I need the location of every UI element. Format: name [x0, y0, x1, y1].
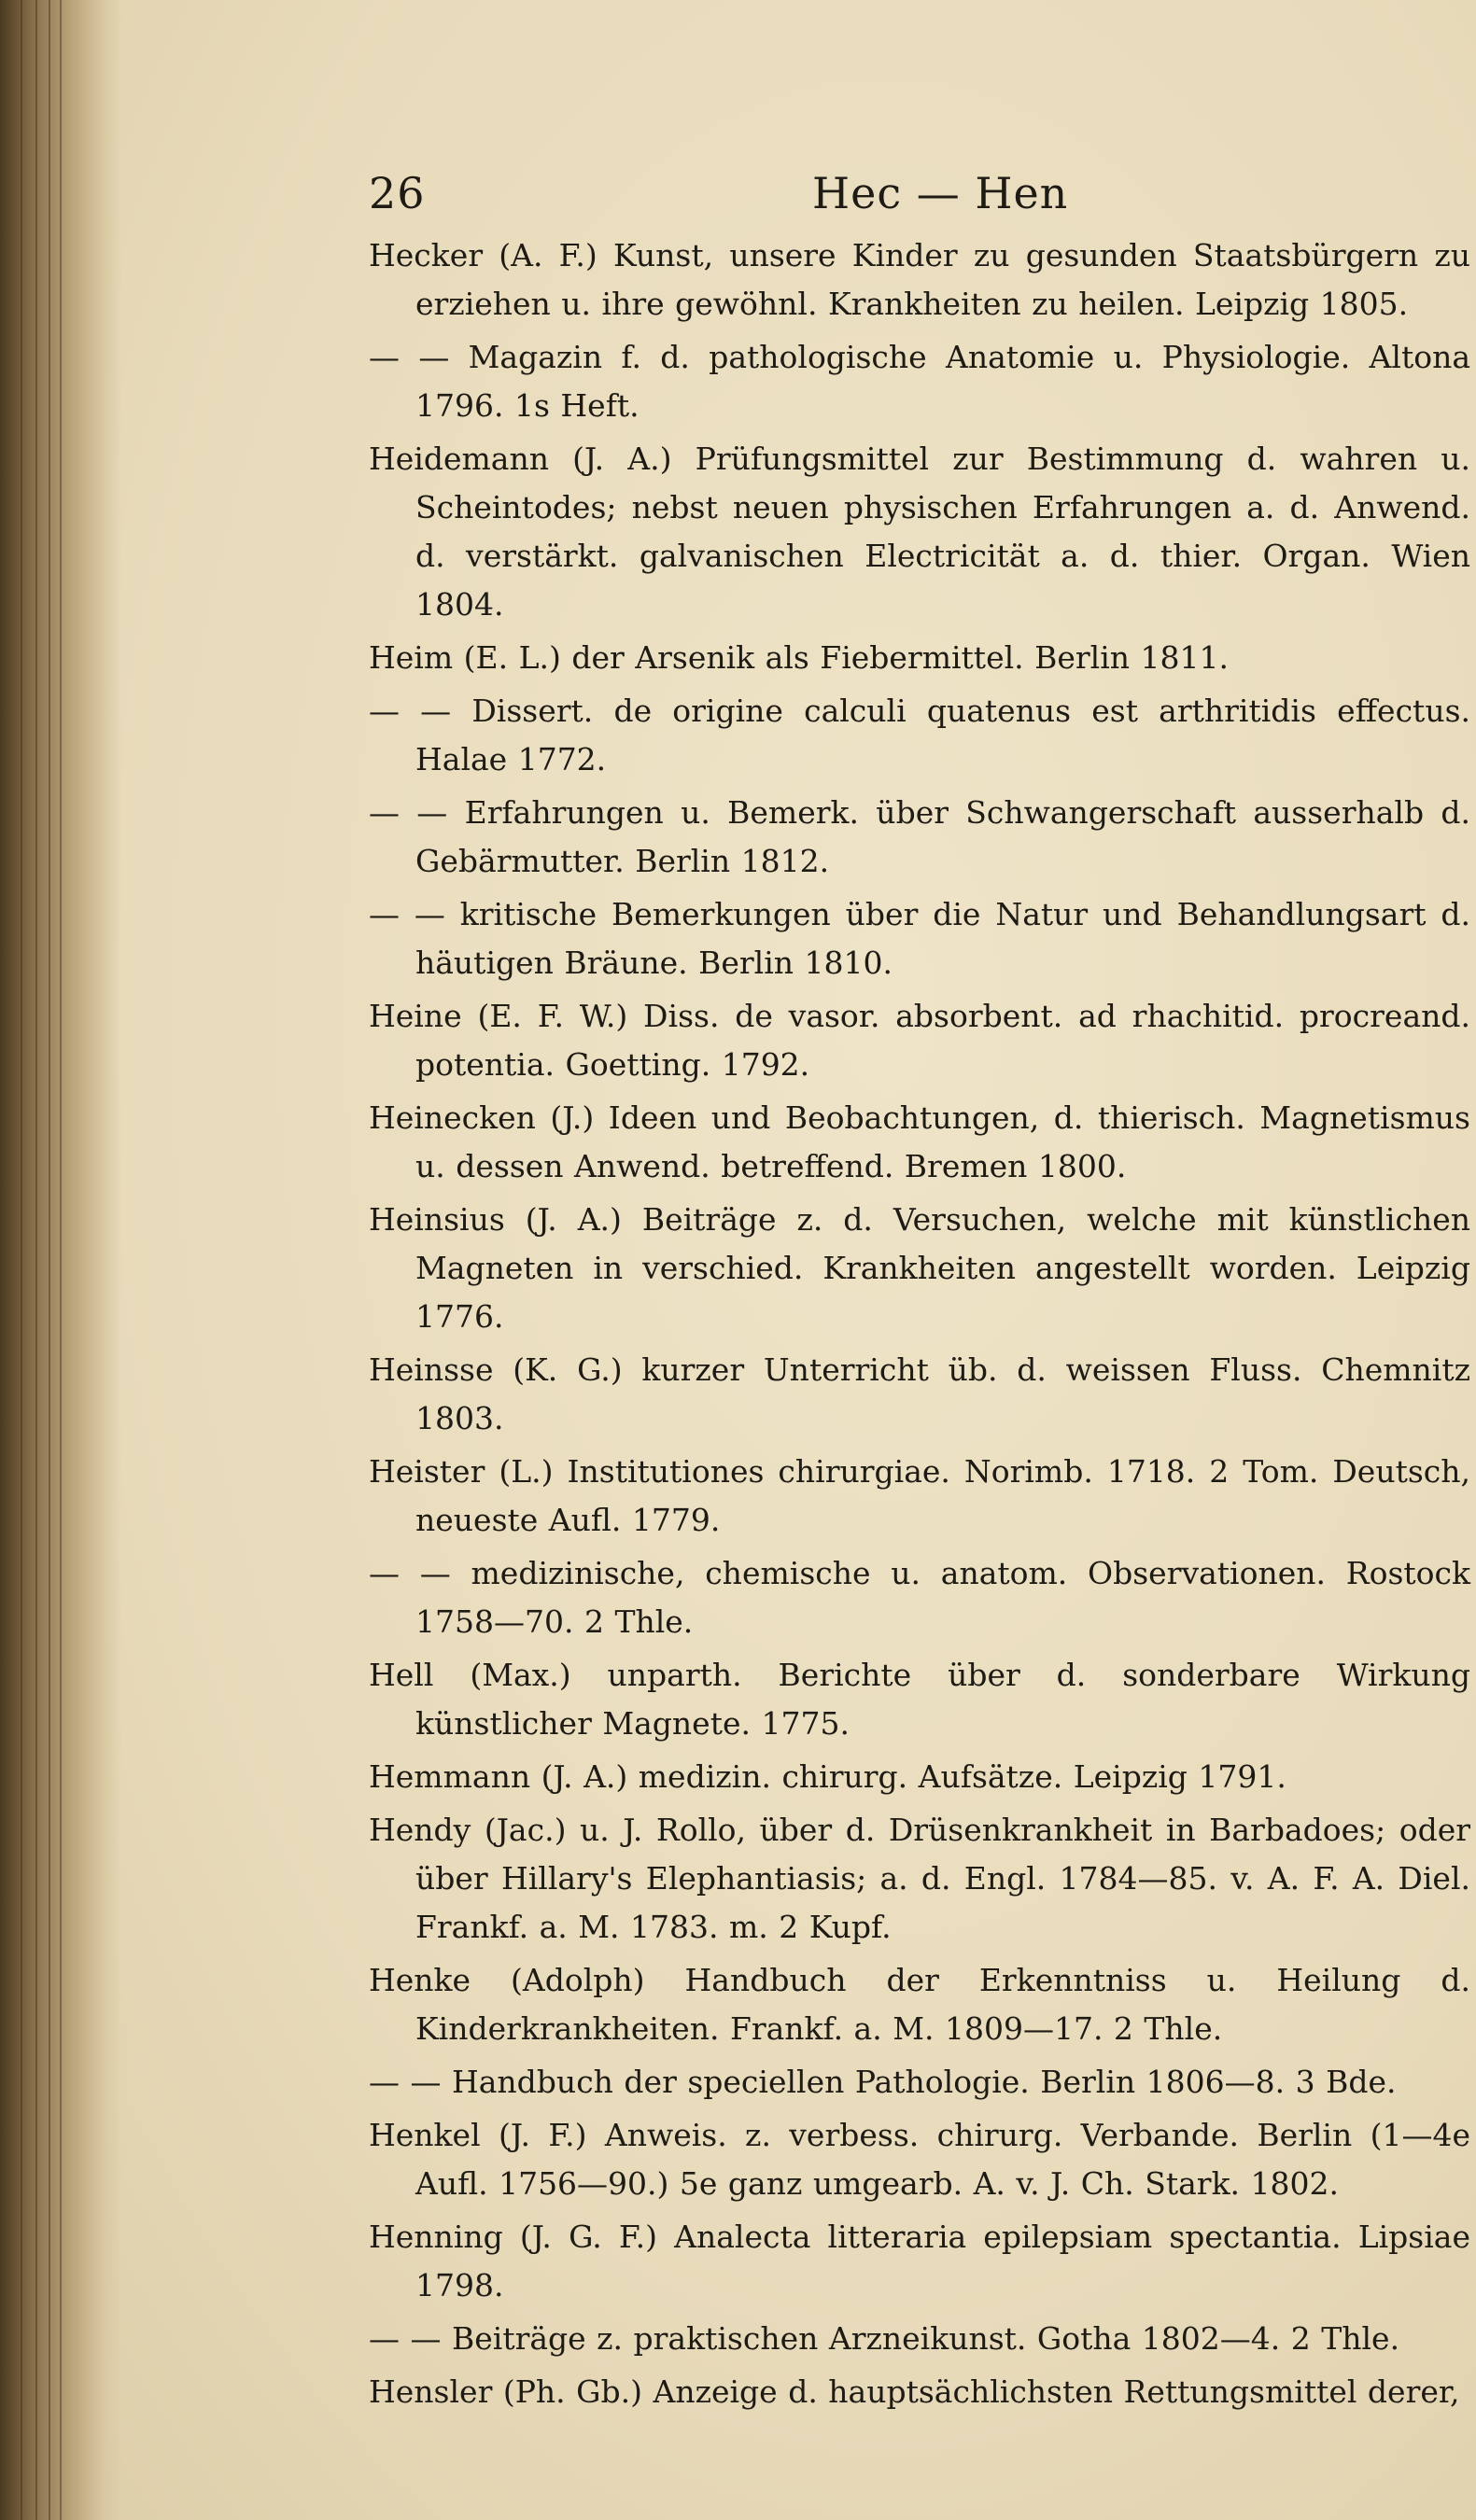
entry-list — [369, 231, 1470, 2421]
bibliography-entry: Henke (Adolph) Handbuch der Erkenntniss u. Heilung d. Kinderkrankheiten. Frankf. a. M. 1809—17. 2 Thle. — [369, 1962, 1470, 2047]
bibliography-entry: — — Beiträge z. praktischen Arzneikunst. Gotha 1802—4. 2 Thle. — [369, 2320, 1400, 2357]
bibliography-entry: Hemmann (J. A.) medizin. chirurg. Aufsätze. Leipzig 1791. — [369, 1758, 1286, 1795]
bibliography-entry: Henkel (J. F.) Anweis. z. verbess. chirurg. Verbande. Berlin (1—4e Aufl. 1756—90.) 5e ganz umgearb. A. v. J. Ch. Stark. 1802. — [369, 2117, 1470, 2202]
bibliography-entry: Heinsius (J. A.) Beiträge z. d. Versuchen, welche mit künstlichen Magneten in verschied. Krankheiten angestellt worden. Leipzig 1776. — [369, 1201, 1470, 1335]
bibliography-entry: — — kritische Bemerkungen über die Natur und Behandlungsart d. häutigen Bräune. Berlin 1810. — [369, 896, 1470, 981]
bibliography-entry: Henning (J. G. F.) Analecta litteraria epilepsiam spectantia. Lipsiae 1798. — [369, 2219, 1470, 2303]
page-number: 26 — [369, 168, 426, 218]
bibliography-entry: Hendy (Jac.) u. J. Rollo, über d. Drüsenkrankheit in Barbadoes; oder über Hillary's Elephantiasis; a. d. Engl. 1784—85. v. A. F. A. Diel. Frankf. a. M. 1783. m. 2 Kupf. — [369, 1812, 1470, 1945]
bibliography-entry: — — medizinische, chemische u. anatom. Observationen. Rostock 1758—70. 2 Thle. — [369, 1555, 1470, 1640]
running-head: Hec — Hen — [812, 168, 1069, 218]
page-edge — [0, 0, 121, 2520]
bibliography-entry: Heinecken (J.) Ideen und Beobachtungen, d. thierisch. Magnetismus u. dessen Anwend. betreffend. Bremen 1800. — [369, 1099, 1470, 1184]
bibliography-entry: Heine (E. F. W.) Diss. de vasor. absorbent. ad rhachitid. procreand. potentia. Goetting. 1792. — [369, 998, 1470, 1083]
page-header — [369, 168, 1470, 233]
bibliography-entry: Heister (L.) Institutiones chirurgiae. Norimb. 1718. 2 Tom. Deutsch, neueste Aufl. 1779. — [369, 1453, 1470, 1538]
bibliography-entry: Heinsse (K. G.) kurzer Unterricht üb. d. weissen Fluss. Chemnitz 1803. — [369, 1351, 1470, 1436]
bibliography-entry: Hensler (Ph. Gb.) Anzeige d. hauptsächlichsten Rettungsmittel derer, — [369, 2373, 1460, 2410]
bibliography-entry: — — Dissert. de origine calculi quatenus est arthritidis effectus. Halae 1772. — [369, 693, 1470, 777]
bibliography-entry: Heidemann (J. A.) Prüfungsmittel zur Bestimmung d. wahren u. Scheintodes; nebst neuen physischen Erfahrungen a. d. Anwend. d. verstärkt. galvanischen Electricität a. d. thier. Organ. Wien 1804. — [369, 441, 1470, 623]
bibliography-entry: Hecker (A. F.) Kunst, unsere Kinder zu gesunden Staatsbürgern zu erziehen u. ihre gewöhnl. Krankheiten zu heilen. Leipzig 1805. — [369, 237, 1470, 322]
bibliography-entry: Hell (Max.) unparth. Berichte über d. sonderbare Wirkung künstlicher Magnete. 1775. — [369, 1657, 1470, 1742]
bibliography-entry: Heim (E. L.) der Arsenik als Fiebermittel. Berlin 1811. — [369, 639, 1230, 676]
bibliography-entry: — — Erfahrungen u. Bemerk. über Schwangerschaft ausserhalb d. Gebärmutter. Berlin 1812. — [369, 794, 1470, 879]
bibliography-entry: — — Handbuch der speciellen Pathologie. Berlin 1806—8. 3 Bde. — [369, 2064, 1397, 2100]
bibliography-entry: — — Magazin f. d. pathologische Anatomie u. Physiologie. Altona 1796. 1s Heft. — [369, 339, 1470, 424]
